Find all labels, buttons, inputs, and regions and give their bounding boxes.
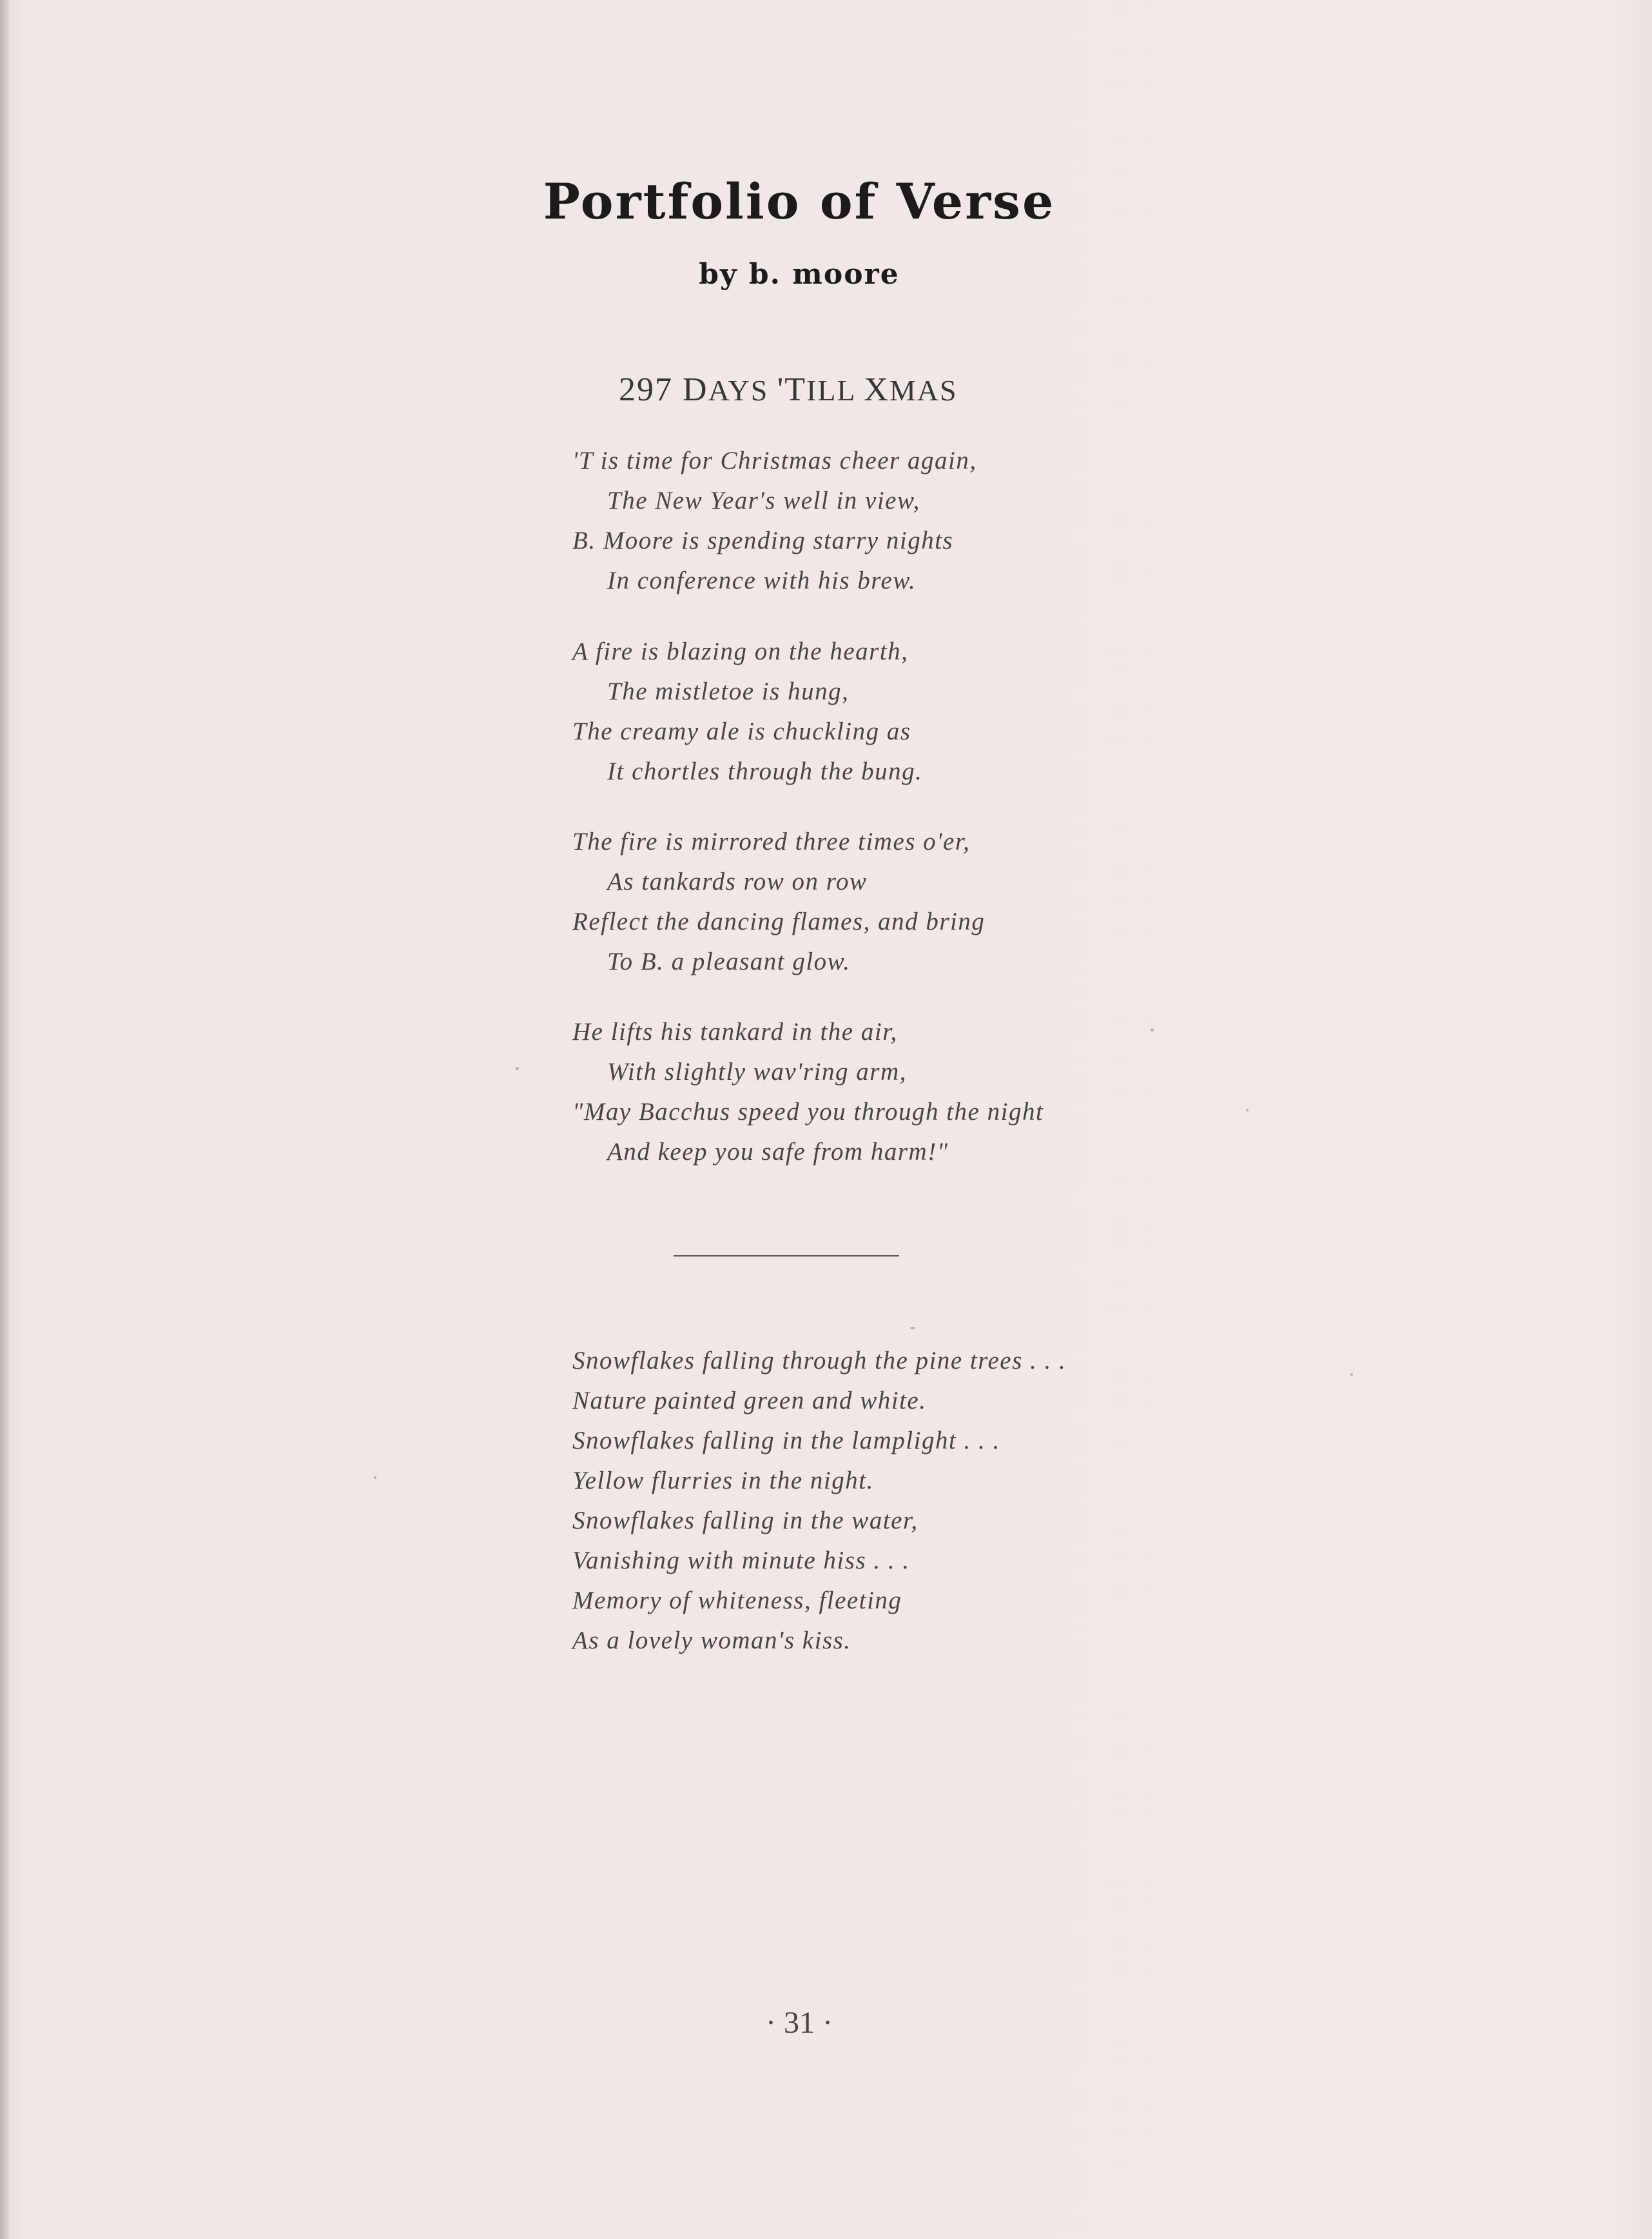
page-number: · 31 · bbox=[766, 2006, 833, 2040]
paper-speck bbox=[516, 1067, 519, 1070]
page-title: Portfolio of Verse bbox=[543, 173, 1056, 230]
binding-edge bbox=[0, 0, 9, 2239]
poem-line: B. Moore is spending starry nights bbox=[572, 527, 954, 554]
poem-line: Memory of whiteness, fleeting bbox=[572, 1587, 902, 1614]
poem-line: A fire is blazing on the hearth, bbox=[572, 638, 909, 665]
poem-line: The fire is mirrored three times o'er, bbox=[572, 828, 971, 856]
poem-line: As tankards row on row bbox=[607, 868, 868, 895]
poem-line: 'T is time for Christmas cheer again, bbox=[572, 447, 977, 474]
paper-speck bbox=[910, 1327, 915, 1329]
poem-line: Nature painted green and white. bbox=[572, 1387, 927, 1414]
paper-speck bbox=[1246, 1109, 1249, 1111]
poem-line: As a lovely woman's kiss. bbox=[572, 1627, 851, 1654]
poem-line: To B. a pleasant glow. bbox=[607, 948, 851, 975]
poem-line: With slightly wav'ring arm, bbox=[607, 1058, 907, 1086]
stanza-3 bbox=[572, 822, 985, 982]
poem-line: Yellow flurries in the night. bbox=[572, 1467, 874, 1494]
poem-title: 297 DAYS 'TILL XMAS bbox=[619, 371, 958, 408]
paper-speck bbox=[1151, 1028, 1154, 1032]
poem-line: The New Year's well in view, bbox=[607, 487, 920, 514]
stanza-4 bbox=[572, 1012, 1044, 1172]
poem-line: The mistletoe is hung, bbox=[607, 678, 850, 705]
poem-line: "May Bacchus speed you through the night bbox=[572, 1098, 1044, 1126]
poem-line: Snowflakes falling in the lamplight . . . bbox=[572, 1427, 1000, 1454]
section-divider bbox=[674, 1255, 899, 1256]
poem-line: It chortles through the bung. bbox=[607, 758, 923, 785]
poem-line: Snowflakes falling in the water, bbox=[572, 1507, 918, 1534]
poem-line: And keep you safe from harm!" bbox=[607, 1138, 949, 1166]
stanza-1 bbox=[572, 441, 977, 601]
snowflakes-poem bbox=[572, 1341, 1066, 1661]
poem-line: Reflect the dancing flames, and bring bbox=[572, 908, 986, 935]
paper-speck bbox=[374, 1476, 376, 1479]
stanza-2 bbox=[572, 632, 922, 792]
paper-speck bbox=[1350, 1373, 1353, 1376]
poem-line: In conference with his brew. bbox=[607, 567, 917, 594]
byline: by b. moore bbox=[699, 258, 900, 291]
poem-line: He lifts his tankard in the air, bbox=[572, 1018, 898, 1046]
poem-line: The creamy ale is chuckling as bbox=[572, 718, 911, 745]
poem-line: Snowflakes falling through the pine trees . . . bbox=[572, 1347, 1067, 1374]
poem-line: Vanishing with minute hiss . . . bbox=[572, 1547, 910, 1574]
